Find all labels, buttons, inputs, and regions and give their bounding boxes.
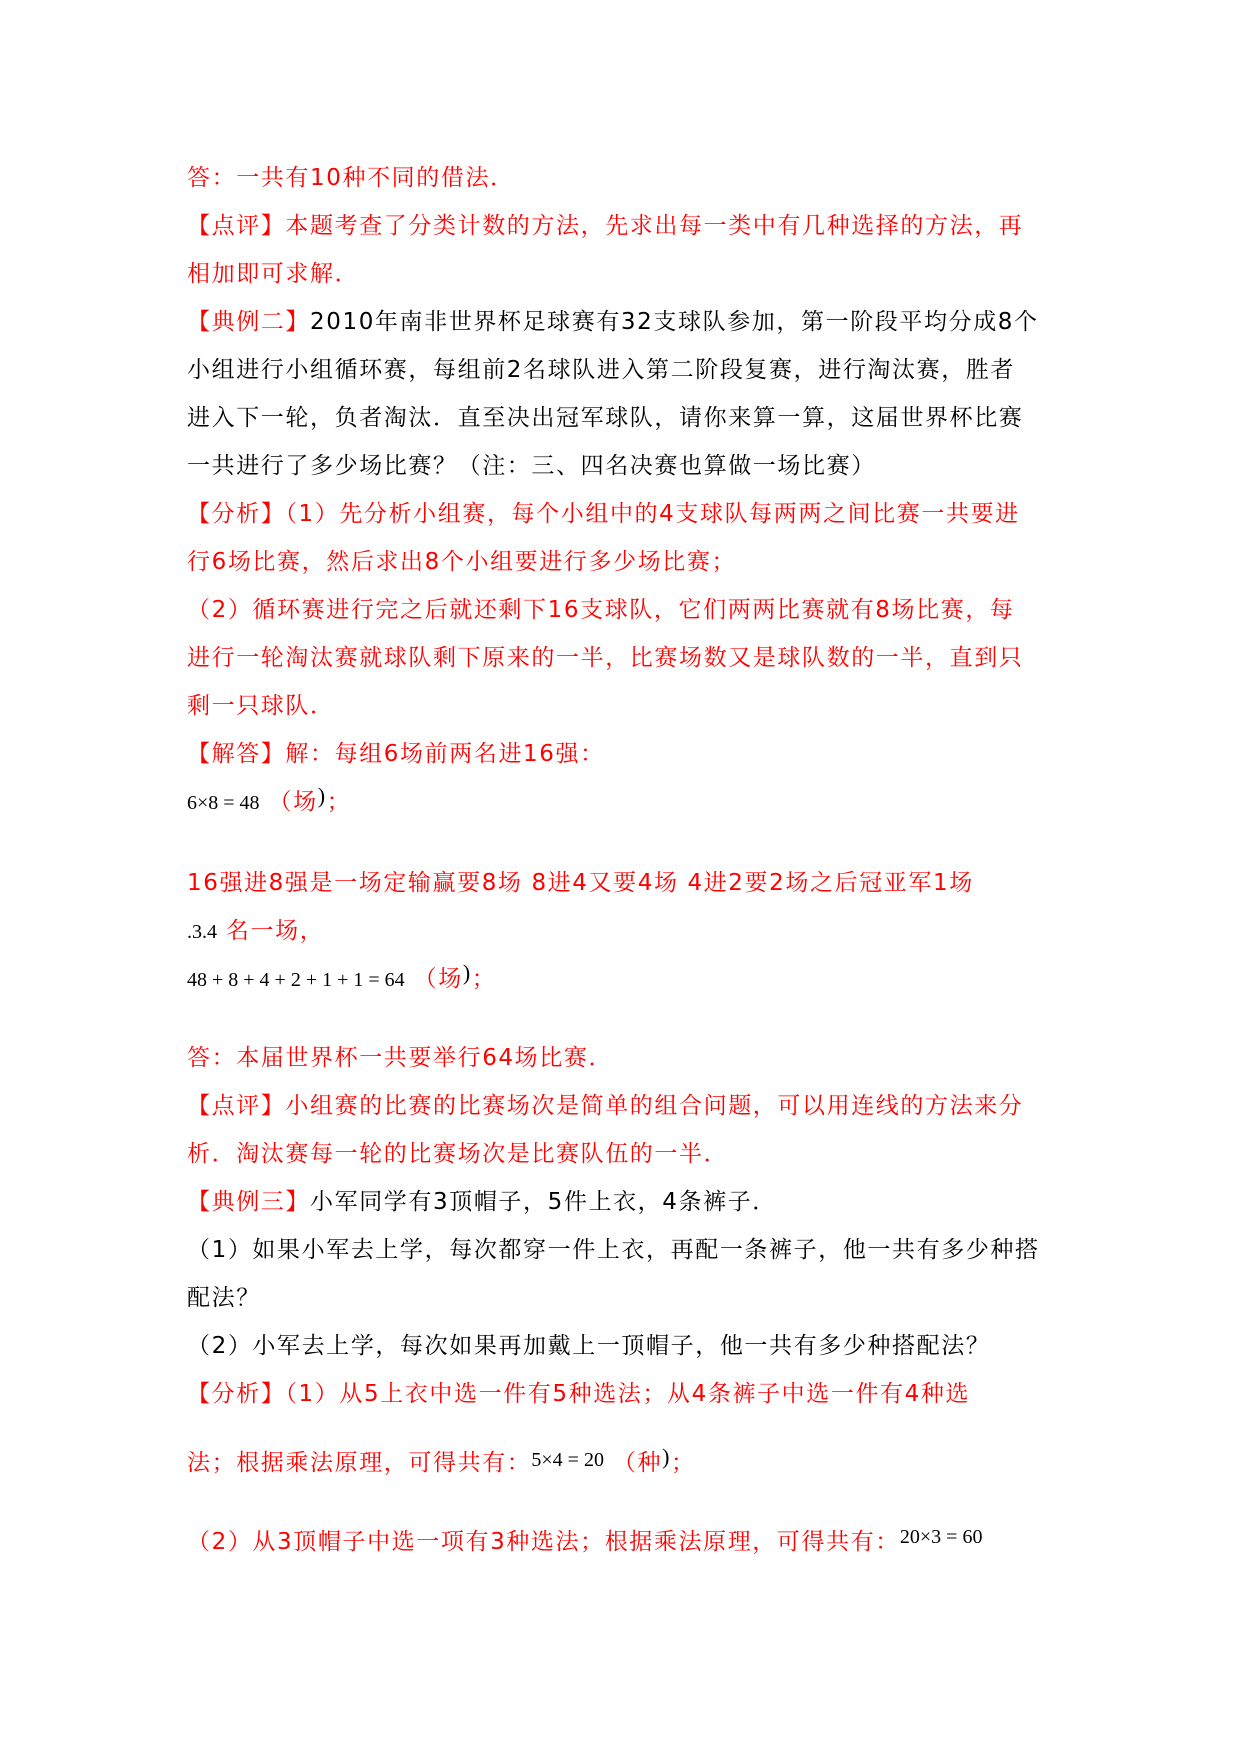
example-2-line-4 xyxy=(187,451,876,481)
section-label-example-3: 【典例三】 xyxy=(187,1189,310,1215)
text: 2010年南非世界杯足球赛有32支球队参加，第一阶段平均分成8个 xyxy=(310,309,1039,335)
analysis-3-line-3 xyxy=(187,1527,982,1558)
text: 本题考查了分类计数的方法，先求出每一类中有几种选择的方法，再 xyxy=(285,213,1024,239)
close-paren: ) xyxy=(662,1444,672,1469)
unit: （场 xyxy=(268,789,318,815)
punct: ； xyxy=(326,789,352,815)
analysis-line-5 xyxy=(187,691,335,721)
analysis-3-line-1 xyxy=(187,1379,970,1409)
analysis-line-3 xyxy=(187,595,1015,625)
section-label-analysis: 【分析】 xyxy=(187,1381,286,1407)
text: 一共进行了多少场比赛？（注：三、四名决赛也算做一场比赛） xyxy=(187,453,876,479)
analysis-line-1 xyxy=(187,499,1020,529)
example-2-line-2 xyxy=(187,355,1015,385)
text: 答：一共有10种不同的借法． xyxy=(187,165,515,191)
answer-line-2 xyxy=(187,1043,613,1073)
text: 16强进8强是一场定输赢要8场 8进4又要4场 4进2要2场之后冠亚军1场 xyxy=(187,870,974,896)
text: 进行一轮淘汰赛就球队剩下原来的一半，比赛场数又是球队数的一半，直到只 xyxy=(187,645,1024,671)
text: 配法？ xyxy=(187,1285,261,1311)
text: 答：本届世界杯一共要举行64场比赛． xyxy=(187,1045,614,1071)
unit: （种 xyxy=(612,1450,663,1476)
equation: .3.4 xyxy=(187,921,217,943)
equation: 48 + 8 + 4 + 2 + 1 + 1 = 64 xyxy=(187,969,405,991)
text: 小组赛的比赛的比赛场次是简单的组合问题，可以用连线的方法来分 xyxy=(285,1093,1024,1119)
close-paren: ) xyxy=(462,960,472,985)
equation: 6×8 = 48 xyxy=(187,792,260,814)
close-paren: ) xyxy=(317,783,327,808)
text: 解：每组6场前两名进16强： xyxy=(285,741,605,767)
text: （1）如果小军去上学，每次都穿一件上衣，再配一条裤子，他一共有多少种搭 xyxy=(187,1237,1040,1263)
example-3-line-4 xyxy=(187,1331,990,1361)
equation-line-1 xyxy=(187,783,352,818)
example-3-line-1 xyxy=(187,1187,777,1217)
equation: 20×3 = 60 xyxy=(899,1526,983,1548)
text: 小军同学有3顶帽子，5件上衣，4条裤子． xyxy=(310,1189,777,1215)
section-label-solution: 【解答】 xyxy=(187,741,286,767)
section-label-comment: 【点评】 xyxy=(187,1093,286,1119)
unit: （场 xyxy=(413,966,463,992)
equation-line-2 xyxy=(187,960,497,995)
punct: ； xyxy=(471,966,497,992)
text: （1）先分析小组赛，每个小组中的4支球队每两两之间比赛一共要进 xyxy=(285,501,1020,527)
text: （1）从5上衣中选一件有5种选法；从4条裤子中选一件有4种选 xyxy=(285,1381,971,1407)
text: 法；根据乘法原理，可得共有： xyxy=(187,1450,532,1476)
text: 进入下一轮，负者淘汰．直至决出冠军球队，请你来算一算，这届世界杯比赛 xyxy=(187,405,1024,431)
analysis-line-4 xyxy=(187,643,1023,673)
comment-2-line-1 xyxy=(187,1091,1023,1121)
solution-line-3 xyxy=(187,916,324,947)
comment-2-line-2 xyxy=(187,1139,728,1169)
equation: 5×4 = 20 xyxy=(531,1449,604,1471)
example-3-line-2 xyxy=(187,1235,1040,1265)
text: （2）从3顶帽子中选一项有3种选法；根据乘法原理，可得共有： xyxy=(187,1529,900,1555)
section-label-example-2: 【典例二】 xyxy=(187,309,310,335)
punct: ； xyxy=(671,1450,696,1476)
text: （2）循环赛进行完之后就还剩下16支球队，它们两两比赛就有8场比赛，每 xyxy=(187,597,1015,623)
analysis-line-2 xyxy=(187,547,736,577)
comment-line-1 xyxy=(187,211,1023,241)
solution-line-2 xyxy=(187,868,974,898)
text: 剩一只球队． xyxy=(187,693,335,719)
text: 相加即可求解． xyxy=(187,261,360,287)
example-2-line-1 xyxy=(187,307,1039,337)
section-label-comment: 【点评】 xyxy=(187,213,286,239)
answer-line-1 xyxy=(187,163,515,193)
text: （2）小军去上学，每次如果再加戴上一顶帽子，他一共有多少种搭配法？ xyxy=(187,1333,991,1359)
section-label-analysis: 【分析】 xyxy=(187,501,286,527)
comment-line-2 xyxy=(187,259,359,289)
text: 行6场比赛，然后求出8个小组要进行多少场比赛； xyxy=(187,549,737,575)
analysis-3-line-2 xyxy=(187,1444,696,1479)
text: 小组进行小组循环赛，每组前2名球队进入第二阶段复赛，进行淘汰赛，胜者 xyxy=(187,357,1016,383)
solution-line-1 xyxy=(187,739,605,769)
example-3-line-3 xyxy=(187,1283,261,1313)
text: 析．淘汰赛每一轮的比赛场次是比赛队伍的一半． xyxy=(187,1141,729,1167)
example-2-line-3 xyxy=(187,403,1023,433)
text: 名一场， xyxy=(225,918,325,944)
